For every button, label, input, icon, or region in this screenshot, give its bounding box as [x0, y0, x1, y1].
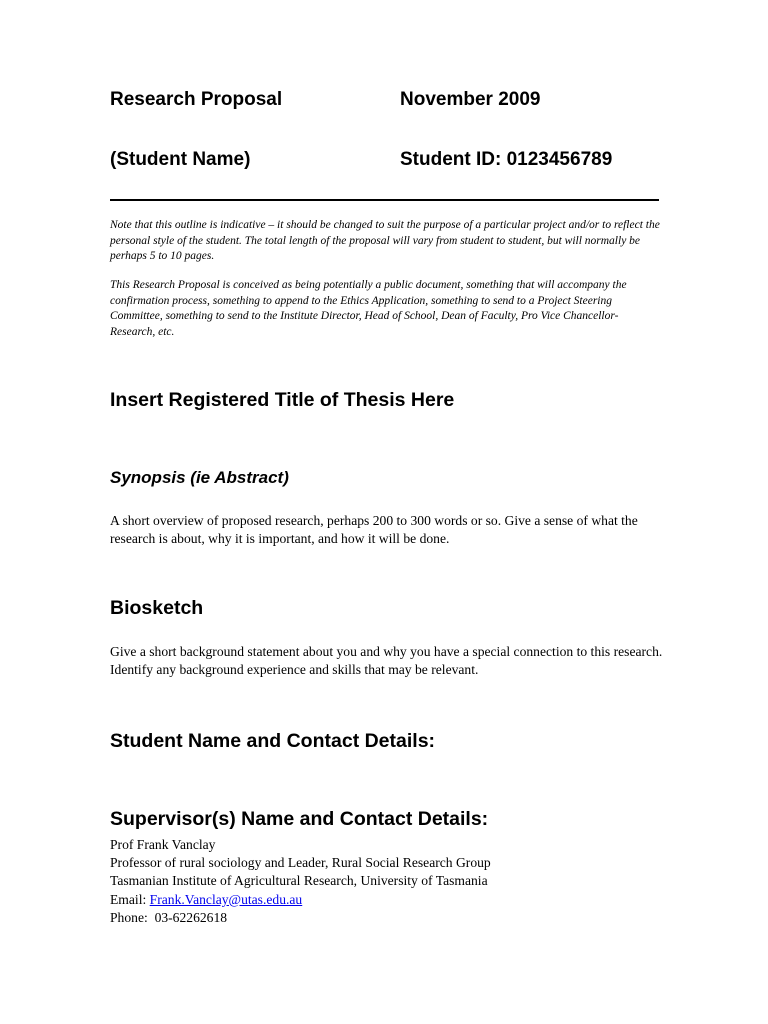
thesis-title: Insert Registered Title of Thesis Here [110, 389, 455, 411]
proposal-title: Research Proposal [110, 89, 283, 110]
public-document-note: This Research Proposal is conceived as being potentially a public document, something that will accompany the confirmation process, something to append to the Ethics Application, something to send to a Project Steering Committee, something to send to the Institute Director, Head of School, Dean of Faculty, Pro Vice Chancellor-Research, etc. [110, 279, 627, 338]
biosketch-text: Give a short background statement about you and why you have a special connection to this research. Identify any background experience and skills that may be relevant. [110, 644, 663, 677]
supervisor-heading: Supervisor(s) Name and Contact Details: [110, 808, 489, 830]
supervisor-institute: Tasmanian Institute of Agricultural Research, University of Tasmania [110, 873, 488, 889]
header-divider [110, 199, 659, 201]
supervisor-name: Prof Frank Vanclay [110, 837, 216, 852]
biosketch-heading: Biosketch [110, 597, 204, 619]
student-id: Student ID: 0123456789 [400, 149, 613, 170]
supervisor-phone: 03-62262618 [154, 909, 228, 925]
supervisor-role: Professor of rural sociology and Leader, Rural Social Research Group [110, 855, 491, 871]
supervisor-email-link[interactable]: Frank.Vanclay@utas.edu.au [149, 891, 303, 907]
supervisor-email-line [110, 891, 670, 909]
student-name: (Student Name) [110, 149, 251, 170]
phone-label: Phone: [110, 909, 148, 925]
supervisor-contact-block [110, 836, 670, 927]
synopsis-heading: Synopsis (ie Abstract) [110, 468, 289, 487]
email-label: Email: [110, 891, 147, 907]
outline-note: Note that this outline is indicative – it should be changed to suit the purpose of a particular project and/or to reflect the personal style of the student. The total length of the proposal will vary from student to student, but will normally be perhaps 5 to 10 pages. [110, 219, 660, 262]
proposal-date: November 2009 [400, 89, 541, 110]
student-contact-heading: Student Name and Contact Details: [110, 730, 436, 752]
synopsis-text: A short overview of proposed research, perhaps 200 to 300 words or so. Give a sense of what the research is about, why it is important, and how it will be done. [110, 513, 638, 546]
supervisor-phone-line [110, 909, 670, 927]
